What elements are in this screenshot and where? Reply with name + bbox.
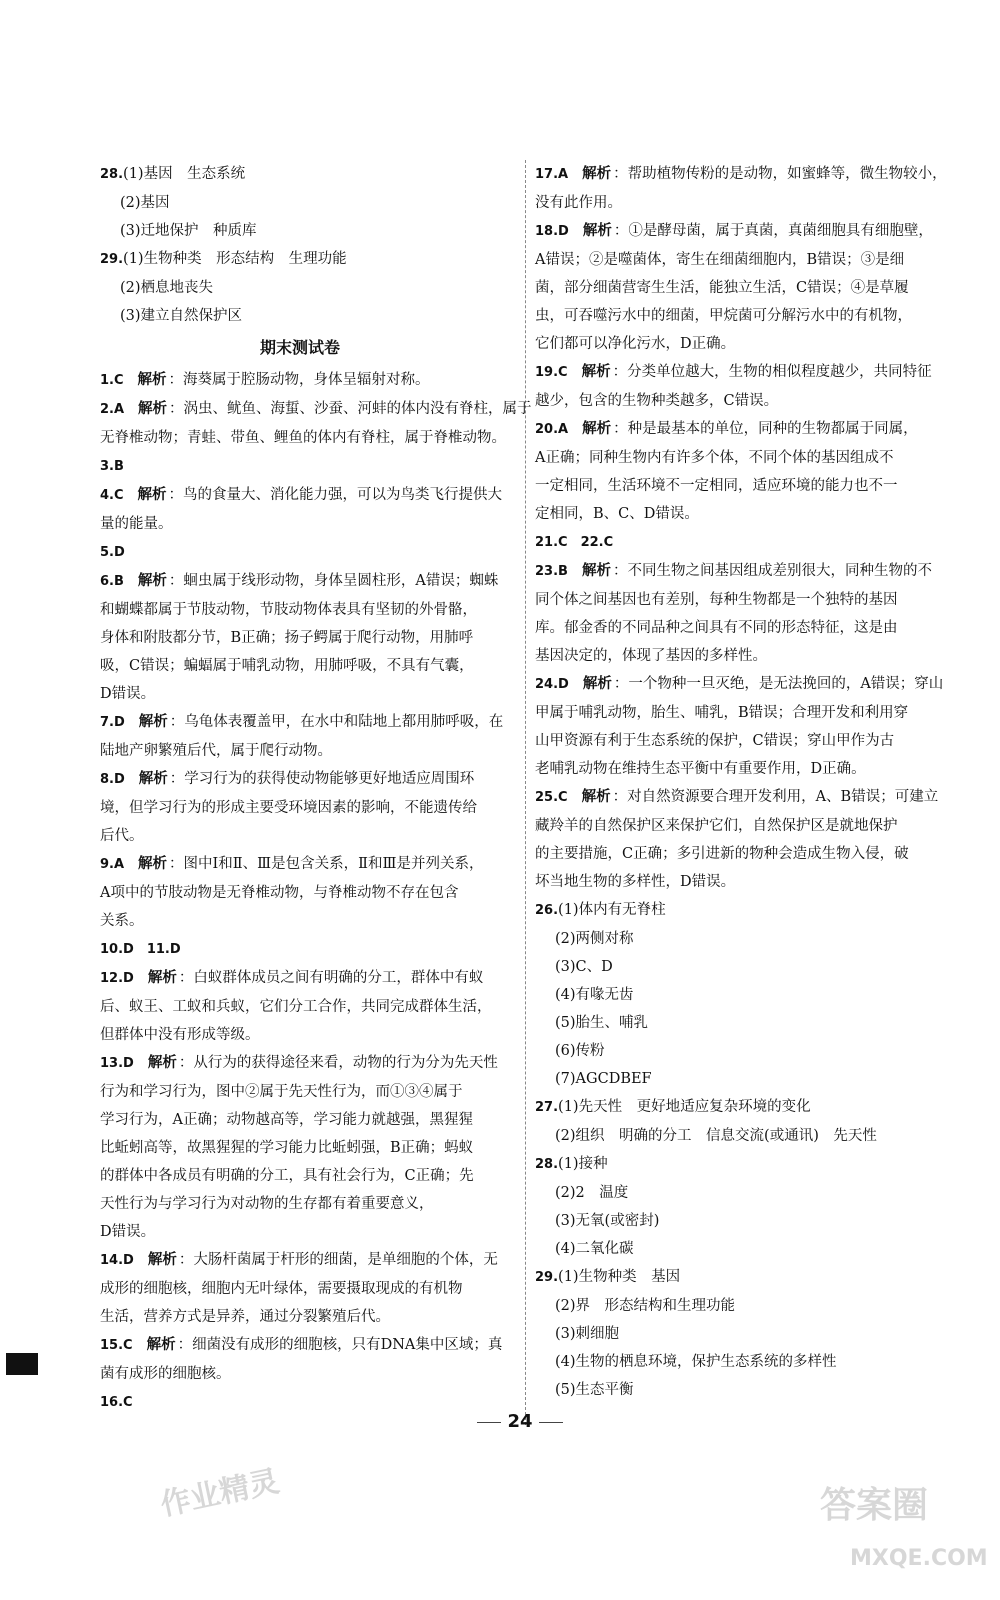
question-number: 27. xyxy=(535,1100,559,1115)
explanation-label: 解析 xyxy=(582,675,612,692)
right-column xyxy=(535,160,947,1404)
explanation-text: 陆地产卵繁殖后代，属于爬行动物。 xyxy=(100,743,332,759)
explanation-label: 解析 xyxy=(147,1251,177,1268)
explanation-text: D错误。 xyxy=(100,686,156,702)
left-answer-list xyxy=(100,366,532,1417)
explanation-label: 解析 xyxy=(581,363,611,380)
explanation-text: ：鸟的食量大、消化能力强，可以为鸟类飞行提供大 xyxy=(168,487,503,503)
explanation-text: 藏羚羊的自然保护区来保护它们，自然保护区是就地保护 xyxy=(535,818,898,834)
answer-28 xyxy=(535,1150,943,1263)
answer-item xyxy=(535,358,943,415)
explanation-text: 库。郁金香的不同品种之间具有不同的形态特征，这是由 xyxy=(535,620,898,636)
explanation-text: 虫，可吞噬污水中的细菌，甲烷菌可分解污水中的有机物， xyxy=(535,308,912,324)
answer-line: (6)传粉 xyxy=(555,1043,605,1059)
answer-item xyxy=(100,1246,500,1331)
answer-line: (2)基因 xyxy=(120,195,170,211)
answer-line: (2)界 形态结构和生理功能 xyxy=(555,1298,736,1314)
question-number: 19.C xyxy=(535,365,568,380)
answer-line: (3)无氧(或密封) xyxy=(555,1213,660,1229)
watermark-url: MXQE.COM xyxy=(850,1546,988,1571)
explanation-text: 它们都可以净化污水，D正确。 xyxy=(535,336,736,352)
answer-line: (4)生物的栖息环境，保护生态系统的多样性 xyxy=(555,1354,837,1370)
explanation-text: 成形的细胞核，细胞内无叶绿体，需要摄取现成的有机物 xyxy=(100,1281,463,1297)
explanation-text: 吸，C错误；蝙蝠属于哺乳动物，用肺呼吸，不具有气囊， xyxy=(100,658,474,674)
explanation-text: 同个体之间基因也有差别，每种生物都是一个独特的基因 xyxy=(535,592,898,608)
explanation-text: ：细菌没有成形的细胞核，只有DNA集中区域；真 xyxy=(177,1337,503,1353)
answer-line: (2)2 温度 xyxy=(555,1185,629,1201)
question-number: 13.D xyxy=(100,1056,134,1071)
answer-line: (4)二氧化碳 xyxy=(555,1241,634,1257)
question-number: 18.D xyxy=(535,224,569,239)
explanation-label: 解析 xyxy=(137,572,167,589)
answer-line: (3)刺细胞 xyxy=(555,1326,620,1342)
answer-item xyxy=(100,765,500,850)
watermark-logo: 答案圈 xyxy=(820,1485,929,1526)
watermark-left: 作业精灵 xyxy=(157,1463,283,1524)
question-number: 4.C xyxy=(100,488,124,503)
explanation-label: 解析 xyxy=(582,222,612,239)
explanation-text: ：学习行为的获得使动物能够更好地适应周围环 xyxy=(169,771,475,787)
answer-29 xyxy=(100,245,500,330)
question-number: 2.A xyxy=(100,402,125,417)
question-number: 23.B xyxy=(535,564,568,579)
question-number: 24.D xyxy=(535,677,569,692)
explanation-label: 解析 xyxy=(582,420,612,437)
answer-line: (1)生物种类 形态结构 生理功能 xyxy=(123,251,347,267)
explanation-text: A正确；同种生物内有许多个体，不同个体的基因组成不 xyxy=(535,450,894,466)
explanation-text: ：不同生物之间基因组成差别很大，同种生物的不 xyxy=(612,563,932,579)
explanation-text: 老哺乳动物在维持生态平衡中有重要作用，D正确。 xyxy=(535,761,866,777)
question-number: 26. xyxy=(535,903,559,918)
explanation-text: ：①是酵母菌，属于真菌，真菌细胞具有细胞壁， xyxy=(613,223,933,239)
explanation-text: 和蝴蝶都属于节肢动物，节肢动物体表具有坚韧的外骨骼， xyxy=(100,602,477,618)
explanation-text: 后代。 xyxy=(100,828,144,844)
answer-item xyxy=(100,1049,500,1246)
explanation-label: 解析 xyxy=(137,486,167,503)
section-title: 期末测试卷 xyxy=(259,338,340,357)
explanation-text: ：分类单位越大，生物的相似程度越少，共同特征 xyxy=(612,364,932,380)
answer-line: (2)栖息地丧失 xyxy=(120,280,214,296)
question-number: 16.C xyxy=(100,1395,133,1410)
explanation-text: ：帮助植物传粉的是动物，如蜜蜂等，微生物较小， xyxy=(613,166,947,182)
explanation-text: 甲属于哺乳动物，胎生、哺乳，B错误；合理开发和利用穿 xyxy=(535,705,909,721)
explanation-text: 天性行为与学习行为对动物的生存都有着重要意义， xyxy=(100,1196,434,1212)
answer-line: (4)有喙无齿 xyxy=(555,987,634,1003)
question-number: 29. xyxy=(535,1270,559,1285)
column-divider xyxy=(525,160,526,1425)
question-number: 14.D xyxy=(100,1253,134,1268)
answer-27 xyxy=(535,1093,943,1150)
question-number: 10.D 11.D xyxy=(100,942,181,957)
explanation-text: ：图中Ⅰ和Ⅱ、Ⅲ是包含关系，Ⅱ和Ⅲ是并列关系， xyxy=(169,856,484,872)
explanation-text: 比蚯蚓高等，故黑猩猩的学习能力比蚯蚓强，B正确；蚂蚁 xyxy=(100,1140,474,1156)
answer-item xyxy=(535,415,943,528)
explanation-text: 菌，部分细菌营寄生生活，能独立生活，C错误；④是草履 xyxy=(535,280,909,296)
explanation-text: 生活，营养方式是异养，通过分裂繁殖后代。 xyxy=(100,1309,390,1325)
explanation-text: ：一个物种一旦灭绝，是无法挽回的，A错误；穿山 xyxy=(613,676,944,692)
explanation-label: 解析 xyxy=(146,1336,176,1353)
left-column xyxy=(100,160,532,1417)
answer-line: (3)C、D xyxy=(555,959,613,975)
explanation-label: 解析 xyxy=(137,371,167,388)
explanation-text: ：大肠杆菌属于杆形的细菌，是单细胞的个体，无 xyxy=(178,1252,498,1268)
question-number: 25.C xyxy=(535,790,568,805)
page-number: 24 xyxy=(460,1408,580,1436)
explanation-text: ：从行为的获得途径来看，动物的行为分为先天性 xyxy=(178,1055,498,1071)
answer-item xyxy=(535,670,943,783)
answer-item xyxy=(535,557,943,670)
answer-item xyxy=(535,783,943,896)
explanation-text: D错误。 xyxy=(100,1224,156,1240)
explanation-text: 菌有成形的细胞核。 xyxy=(100,1366,231,1382)
answer-item xyxy=(100,1388,500,1417)
explanation-text: 的群体中各成员有明确的分工，具有社会行为，C正确；先 xyxy=(100,1168,474,1184)
explanation-label: 解析 xyxy=(581,788,611,805)
explanation-text: 定相同，B、C、D错误。 xyxy=(535,506,699,522)
explanation-text: ：蛔虫属于线形动物，身体呈圆柱形，A错误；蜘蛛 xyxy=(168,573,499,589)
answer-line: (7)AGCDBEF xyxy=(555,1071,652,1087)
answer-item xyxy=(100,850,500,935)
explanation-text: A错误；②是噬菌体，寄生在细菌细胞内，B错误；③是细 xyxy=(535,252,905,268)
explanation-text: 基因决定的，体现了基因的多样性。 xyxy=(535,648,767,664)
answer-item xyxy=(100,567,500,708)
question-number: 28. xyxy=(100,167,124,182)
answer-item xyxy=(100,452,500,481)
explanation-text: 但群体中没有形成等级。 xyxy=(100,1027,260,1043)
question-number: 6.B xyxy=(100,574,124,589)
answer-line: (3)迁地保护 种质库 xyxy=(120,223,257,239)
explanation-text: ：种是最基本的单位，同种的生物都属于同属， xyxy=(613,421,918,437)
answer-line: (1)先天性 更好地适应复杂环境的变化 xyxy=(558,1099,811,1115)
answer-item xyxy=(100,395,532,452)
explanation-label: 解析 xyxy=(138,855,168,872)
right-answer-list xyxy=(535,160,947,896)
answer-item xyxy=(100,708,504,765)
explanation-text: 一定相同，生活环境不一定相同，适应环境的能力也不一 xyxy=(535,478,898,494)
answer-29 xyxy=(535,1263,943,1404)
explanation-text: 后、蚁王、工蚁和兵蚁，它们分工合作，共同完成群体生活， xyxy=(100,999,492,1015)
explanation-text: 山甲资源有利于生态系统的保护，C错误；穿山甲作为古 xyxy=(535,733,895,749)
answer-26 xyxy=(535,896,943,1093)
answer-item xyxy=(100,481,503,538)
explanation-label: 解析 xyxy=(138,713,168,730)
explanation-text: 坏当地生物的多样性，D错误。 xyxy=(535,874,736,890)
question-number: 3.B xyxy=(100,459,124,474)
explanation-text: A项中的节肢动物是无脊椎动物，与脊椎动物不存在包含 xyxy=(100,885,459,901)
question-number: 8.D xyxy=(100,772,125,787)
question-number: 5.D xyxy=(100,545,125,560)
answer-item xyxy=(100,1331,503,1388)
explanation-text: 量的能量。 xyxy=(100,516,173,532)
answer-line: (5)生态平衡 xyxy=(555,1382,634,1398)
answer-line: (1)生物种类 基因 xyxy=(558,1269,681,1285)
explanation-text: 学习行为，A正确；动物越高等，学习能力就越强，黑猩猩 xyxy=(100,1112,473,1128)
explanation-label: 解析 xyxy=(582,165,612,182)
answer-line: (5)胎生、哺乳 xyxy=(555,1015,649,1031)
answer-item xyxy=(535,160,947,217)
explanation-label: 解析 xyxy=(147,1054,177,1071)
answer-line: (3)建立自然保护区 xyxy=(120,308,243,324)
answer-line: (1)体内有无脊柱 xyxy=(558,902,666,918)
explanation-text: 境，但学习行为的形成主要受环境因素的影响，不能遗传给 xyxy=(100,800,477,816)
answer-line: (1)基因 生态系统 xyxy=(123,166,246,182)
question-number: 29. xyxy=(100,252,124,267)
question-number: 9.A xyxy=(100,857,125,872)
explanation-text: ：涡虫、鱿鱼、海蜇、沙蚕、河蚌的体内没有脊柱，属于 xyxy=(169,401,532,417)
question-number: 21.C 22.C xyxy=(535,535,614,550)
explanation-text: 没有此作用。 xyxy=(535,195,622,211)
explanation-text: 无脊椎动物；青蛙、带鱼、鲤鱼的体内有脊柱，属于脊椎动物。 xyxy=(100,430,506,446)
question-number: 20.A xyxy=(535,422,569,437)
answer-item xyxy=(100,935,500,964)
answer-line: (2)组织 明确的分工 信息交流(或通讯) 先天性 xyxy=(555,1128,877,1144)
answer-28 xyxy=(100,160,500,245)
answer-line: (2)两侧对称 xyxy=(555,931,634,947)
answer-item xyxy=(100,366,500,395)
question-number: 12.D xyxy=(100,971,134,986)
explanation-label: 解析 xyxy=(138,400,168,417)
explanation-text: ：海葵属于腔肠动物，身体呈辐射对称。 xyxy=(168,372,430,388)
question-number: 15.C xyxy=(100,1338,133,1353)
explanation-text: 行为和学习行为，图中②属于先天性行为，而①③④属于 xyxy=(100,1084,463,1100)
question-number: 7.D xyxy=(100,715,125,730)
explanation-text: 越少，包含的生物种类越多，C错误。 xyxy=(535,393,779,409)
explanation-text: ：对自然资源要合理开发利用，A、B错误；可建立 xyxy=(612,789,939,805)
explanation-label: 解析 xyxy=(147,969,177,986)
explanation-label: 解析 xyxy=(581,562,611,579)
explanation-text: 身体和附肢都分节，B正确；扬子鳄属于爬行动物，用肺呼 xyxy=(100,630,474,646)
answer-item xyxy=(535,528,943,557)
question-number: 28. xyxy=(535,1157,559,1172)
explanation-label: 解析 xyxy=(138,770,168,787)
answer-line: (1)接种 xyxy=(558,1156,608,1172)
explanation-text: ：乌龟体表覆盖甲，在水中和陆地上都用肺呼吸，在 xyxy=(169,714,504,730)
page-edge-marker xyxy=(6,1353,38,1375)
answer-item xyxy=(535,217,943,358)
explanation-text: 关系。 xyxy=(100,913,144,929)
answer-item xyxy=(100,964,500,1049)
question-number: 17.A xyxy=(535,167,569,182)
explanation-text: ：白蚁群体成员之间有明确的分工，群体中有蚁 xyxy=(178,970,484,986)
answer-item xyxy=(100,538,500,567)
question-number: 1.C xyxy=(100,373,124,388)
explanation-text: 的主要措施，C正确；多引进新的物种会造成生物入侵，破 xyxy=(535,846,909,862)
